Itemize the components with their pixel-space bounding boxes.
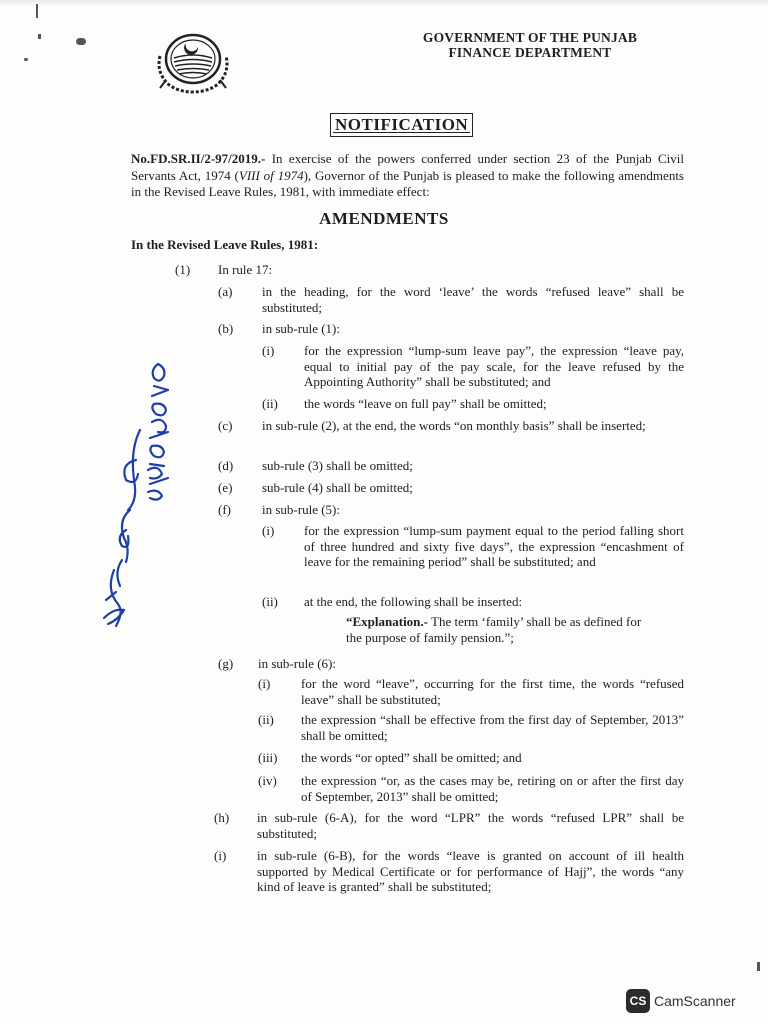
punjab-emblem-icon	[152, 26, 234, 96]
item-label: (f)	[218, 502, 231, 517]
subitem-text: the words “leave on full pay” shall be omitted;	[304, 396, 547, 411]
item-label: (h)	[214, 810, 230, 825]
item-label: (g)	[218, 656, 234, 671]
subitem-text: the words “or opted” shall be omitted; and	[301, 750, 522, 765]
scan-speck	[38, 34, 41, 39]
explanation-text: The term ‘family’ shall be as defined for the purpose of family pension.”;	[346, 614, 642, 645]
handwritten-signature-and-date	[96, 360, 186, 640]
act-reference: VIII of 1974	[238, 167, 304, 183]
camscanner-watermark	[626, 988, 736, 1014]
subitem-label: (ii)	[258, 712, 274, 727]
department-header	[400, 30, 660, 60]
header-line-department: FINANCE DEPARTMENT	[448, 45, 612, 60]
intro-paragraph	[131, 151, 684, 201]
subitem-label: (ii)	[262, 396, 278, 411]
item-text: in sub-rule (5):	[262, 502, 340, 517]
scan-edge	[0, 0, 768, 6]
item-label: (d)	[218, 458, 234, 473]
scan-speck	[76, 38, 86, 45]
subitem-label: (i)	[258, 676, 271, 691]
explanation-block	[346, 614, 642, 645]
rule-title: In rule 17:	[218, 262, 273, 277]
item-label: (i)	[214, 848, 227, 863]
item-text: in the heading, for the word ‘leave’ the words “refused leave” shall be substituted;	[262, 284, 684, 315]
subitem-text: for the expression “lump-sum payment equal to the period falling short of three hundred and sixty five days”, the expression “encashment of leave for the remaining period” shall be substituted; and	[304, 523, 684, 569]
subitem-label: (i)	[262, 523, 275, 538]
rules-subheading: In the Revised Leave Rules, 1981:	[131, 237, 319, 252]
camscanner-name: CamScanner	[654, 993, 736, 1009]
intro-text-part1: In exercise of the powers conferred under section 23 of the Punjab Civil Servants Act, 1974 (	[131, 151, 684, 183]
item-text: in sub-rule (6-B), for the words “leave is granted on account of ill health supported by Medical Certificate or for performance of Hajj”, the words “any kind of leave is granted” shall be substituted;	[257, 848, 684, 894]
item-text: sub-rule (4) shall be omitted;	[262, 480, 413, 495]
scan-speck	[24, 58, 28, 61]
item-label: (c)	[218, 418, 233, 433]
rule-number: (1)	[175, 262, 191, 277]
subitem-text: for the word “leave”, occurring for the first time, the words “refused leave” shall be substituted;	[301, 676, 684, 707]
item-text: in sub-rule (6):	[258, 656, 336, 671]
item-label: (a)	[218, 284, 233, 299]
subitem-text: the expression “shall be effective from the first day of September, 2013” shall be omitted;	[301, 712, 684, 743]
header-line-government: GOVERNMENT OF THE PUNJAB	[422, 30, 638, 45]
item-label: (b)	[218, 321, 234, 336]
subitem-text: for the expression “lump-sum leave pay”, the expression “leave pay, equal to initial pay of the pay scale, for the leave refused by the Appointing Authority” shall be substituted; and	[304, 343, 684, 389]
item-text: in sub-rule (1):	[262, 321, 340, 336]
subitem-label: (iii)	[258, 750, 278, 765]
camscanner-logo-icon: CS	[626, 989, 650, 1013]
subitem-label: (i)	[262, 343, 275, 358]
notification-title: NOTIFICATION	[330, 113, 473, 137]
amendments-heading: AMENDMENTS	[319, 209, 449, 228]
subitem-label: (ii)	[262, 594, 278, 609]
subitem-text: the expression “or, as the cases may be, retiring on or after the first day of September, 2013” shall be omitted;	[301, 773, 684, 804]
subitem-label: (iv)	[258, 773, 277, 788]
item-label: (e)	[218, 480, 233, 495]
intro-text-part2: ), Governor of the Punjab is pleased to make the following amendments in the Revised Leave Rules, 1981, with immediate effect:	[131, 167, 684, 199]
item-text: in sub-rule (6-A), for the word “LPR” the words “refused LPR” shall be substituted;	[257, 810, 684, 841]
scan-speck	[757, 962, 760, 971]
explanation-label: “Explanation.-	[346, 614, 428, 629]
item-text: in sub-rule (2), at the end, the words “on monthly basis” shall be inserted;	[262, 418, 646, 433]
notification-number: No.FD.SR.II/2-97/2019.-	[131, 151, 266, 166]
scan-speck	[36, 4, 38, 18]
item-text: sub-rule (3) shall be omitted;	[262, 458, 413, 473]
subitem-text: at the end, the following shall be inserted:	[304, 594, 523, 609]
